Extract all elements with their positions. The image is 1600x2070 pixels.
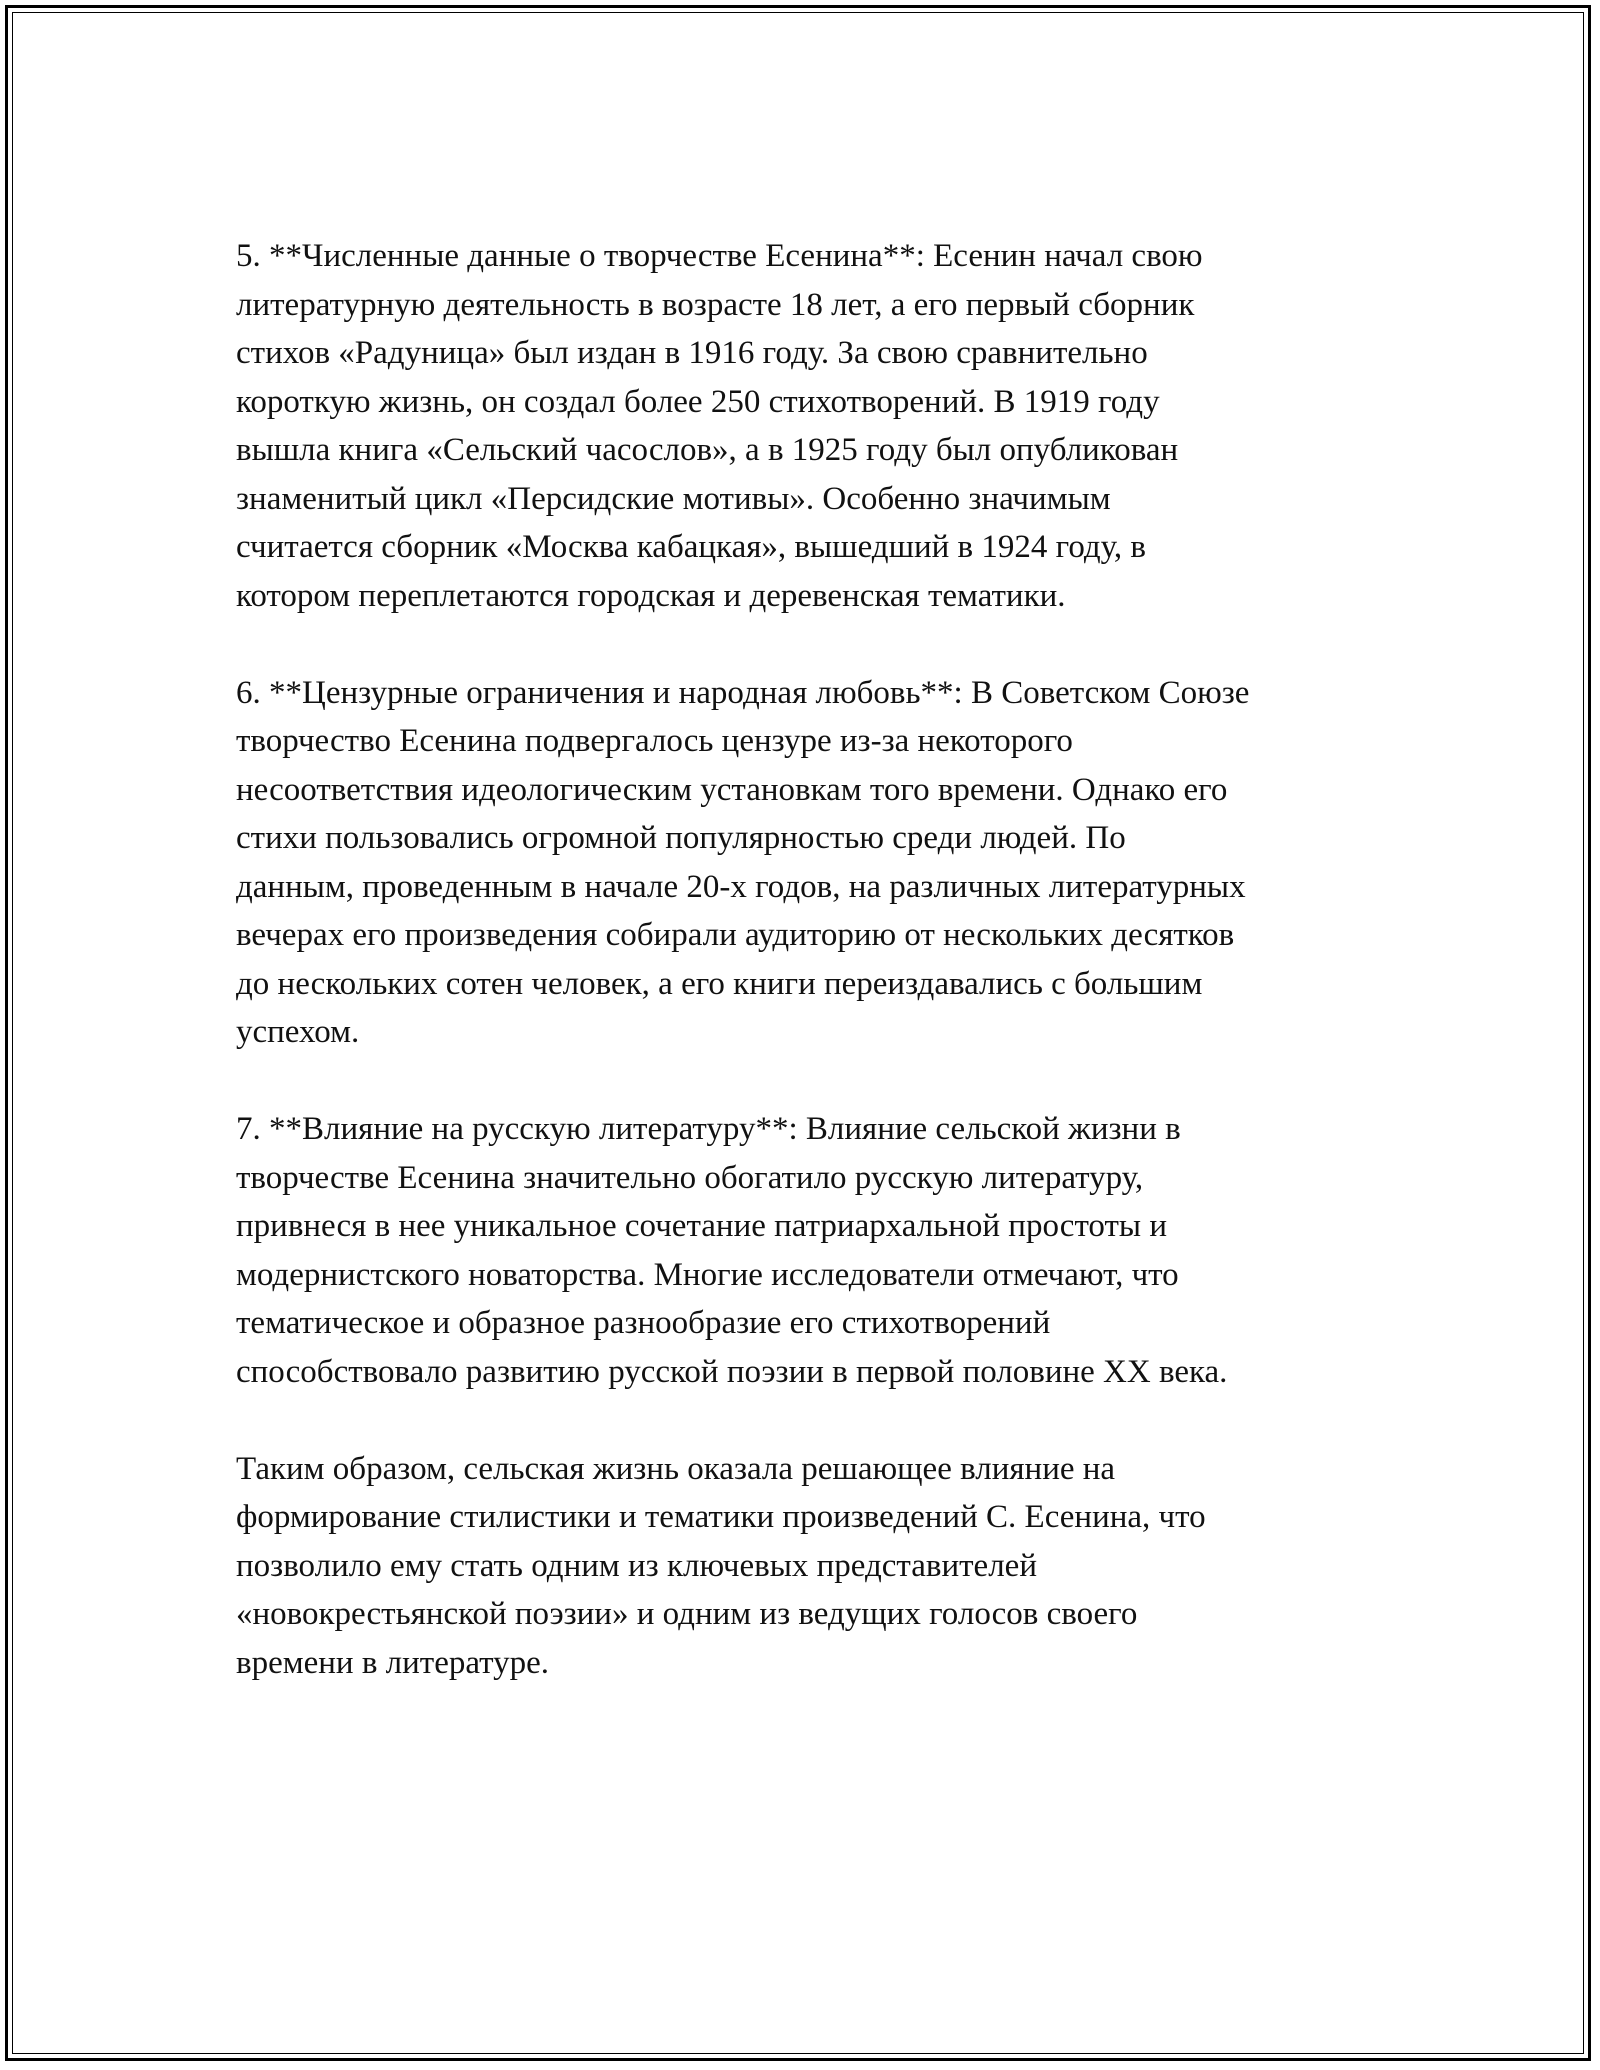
document-body <box>236 232 1386 1736</box>
paragraph-censorship-and-popularity: 6. **Цензурные ограничения и народная любовь**: В Советском Союзе творчество Есенина подвергалось цензуре из-за некоторого несоответствия идеологическим установкам того времени. Однако его стихи пользовались огромной популярностью среди людей. По данным, проведенным в начале 20-х годов, на различных литературных вечерах его произведения собирали аудиторию от нескольких десятков до нескольких сотен человек, а его книги переиздавались с большим успехом. <box>236 674 1250 1050</box>
paragraph-influence-on-literature: 7. **Влияние на русскую литературу**: Влияние сельской жизни в творчестве Есенина значительно обогатило русскую литературу, привнеся в нее уникальное сочетание патриархальной простоты и модернистского новаторства. Многие исследователи отмечают, что тематическое и образное разнообразие его стихотворений способствовало развитию русской поэзии в первой половине XX века. <box>236 1111 1228 1390</box>
paragraph-conclusion: Таким образом, сельская жизнь оказала решающее влияние на формирование стилистики и тематики произведений С. Есенина, что позволило ему стать одним из ключевых представителей «новокрестьянской поэзии» и одним из ведущих голосов своего времени в литературе. <box>236 1450 1206 1681</box>
paragraph-creative-statistics: 5. **Численные данные о творчестве Есенина**: Есенин начал свою литературную деятельность в возрасте 18 лет, а его первый сборник стихов «Радуница» был издан в 1916 году. За свою сравнительно короткую жизнь, он создал более 250 стихотворений. В 1919 году вышла книга «Сельский часослов», а в 1925 году был опубликован знаменитый цикл «Персидские мотивы». Особенно значимым считается сборник «Москва кабацкая», вышедший в 1924 году, в котором переплетаются городская и деревенская тематики. <box>236 238 1203 614</box>
